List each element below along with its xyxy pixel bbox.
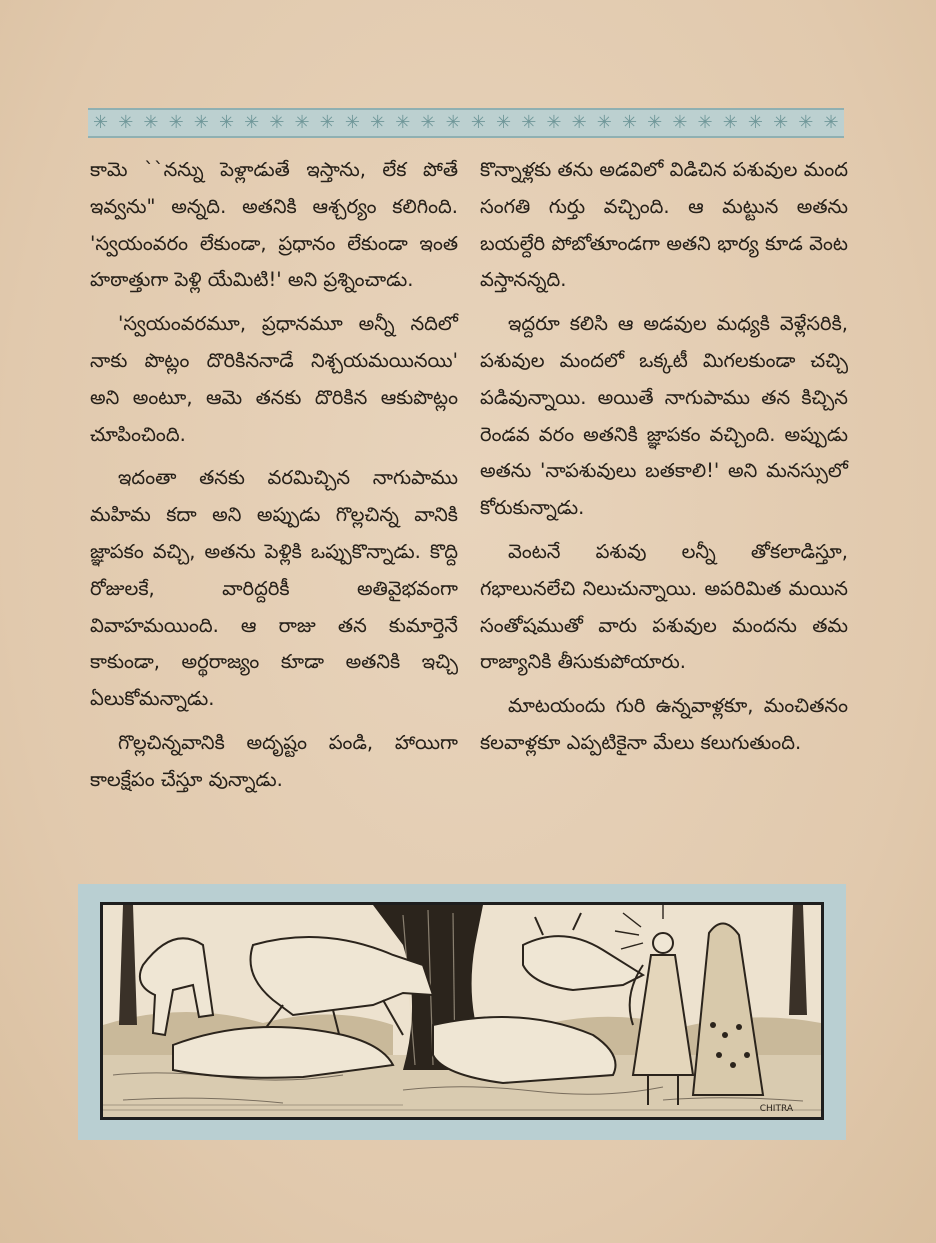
paragraph: 'స్వయంవరమూ, ప్రధానమూ అన్నీ నదిలో నాకు పొట్లం దొరికిననాడే నిశ్చయమయినయి' అని అంటూ, ఆమె తనకు దొరికిన ఆకుపొట్లం చూపించింది. <box>90 312 458 446</box>
paragraph: మాటయందు గురి ఉన్నవాళ్లకూ, మంచితనం కలవాళ్లకూ ఎప్పటికైనా మేలు కలుగుతుంది. <box>480 694 848 754</box>
right-text-column <box>480 152 848 762</box>
ornament-star-icon: ✳ <box>269 112 285 133</box>
ornament-star-icon: ✳ <box>647 112 663 133</box>
ornament-star-icon: ✳ <box>445 112 461 133</box>
ornament-star-icon: ✳ <box>143 112 159 133</box>
paragraph: కామె ``నన్ను పెళ్లాడుతే ఇస్తాను, లేక పోతే ఇవ్వను" అన్నది. అతనికి ఆశ్చర్యం కలిగింది. 'స్వయంవరం లేకుండా, ప్రధానం లేకుండా ఇంత హఠాత్తుగా పెళ్లి యేమిటి!' అని ప్రశ్నించాడు. <box>90 158 458 292</box>
ornament-star-icon: ✳ <box>470 112 486 133</box>
ornament-star-icon: ✳ <box>596 112 612 133</box>
ornament-star-icon: ✳ <box>521 112 537 133</box>
ornament-star-icon: ✳ <box>496 112 512 133</box>
ornament-star-icon: ✳ <box>722 112 738 133</box>
ornament-star-icon: ✳ <box>93 112 109 133</box>
ornament-star-icon: ✳ <box>370 112 386 133</box>
ornament-star-icon: ✳ <box>747 112 764 133</box>
ornament-star-icon: ✳ <box>294 112 310 133</box>
illustration-drawing <box>103 905 821 1117</box>
ornament-star-icon: ✳ <box>571 112 587 133</box>
ornament-star-icon: ✳ <box>798 112 814 133</box>
illustrator-signature: CHITRA <box>759 1104 793 1114</box>
ornament-star-icon: ✳ <box>193 112 209 133</box>
ornament-star-icon: ✳ <box>168 112 184 133</box>
paragraph: ఇదంతా తనకు వరమిచ్చిన నాగుపాము మహిమ కదా అని అప్పుడు గొల్లచిన్న వానికి జ్ఞాపకం వచ్చి, అతను పెళ్లికి ఒప్పుకొన్నాడు. కొద్ది రోజులకే, వారిద్దరికీ అతివైభవంగా వివాహమయింది. ఆ రాజు తన కుమార్తెనే కాకుండా, అర్థరాజ్యం కూడా అతనికి ఇచ్చి ఏలుకోమన్నాడు. <box>90 466 458 711</box>
ornament-star-icon: ✳ <box>218 112 235 133</box>
ornament-star-icon: ✳ <box>344 112 361 133</box>
decorative-header-border <box>88 108 844 138</box>
ornament-star-icon: ✳ <box>672 112 688 133</box>
illustration-frame <box>78 884 846 1140</box>
ornament-star-icon: ✳ <box>319 112 335 133</box>
ornament-star-icon: ✳ <box>420 112 436 133</box>
ornament-star-icon: ✳ <box>244 112 260 133</box>
ornament-star-icon: ✳ <box>546 112 562 133</box>
paragraph: కొన్నాళ్లకు తను అడవిలో విడిచిన పశువుల మంద సంగతి గుర్తు వచ్చింది. ఆ మట్టున అతను బయల్దేరి పోబోతూండగా అతని భార్య కూడ వెంట వస్తానన్నది. <box>480 158 848 292</box>
ornament-star-icon: ✳ <box>823 112 839 133</box>
ornament-star-icon: ✳ <box>621 112 638 133</box>
paragraph: గొల్లచిన్నవానికి అదృష్టం పండి, హాయిగా కాలక్షేపం చేస్తూ వున్నాడు. <box>90 730 458 791</box>
paragraph: వెంటనే పశువు లన్నీ తోకలాడిస్తూ, గభాలునలేచి నిలుచున్నాయి. అపరిమిత మయిన సంతోషముతో వారు పశువుల మందను తమ రాజ్యానికి తీసుకుపోయారు. <box>480 539 848 674</box>
ornament-star-icon: ✳ <box>395 112 411 133</box>
ornament-star-icon: ✳ <box>697 112 713 133</box>
ornament-star-icon: ✳ <box>118 112 134 133</box>
paragraph: ఇద్దరూ కలిసి ఆ అడవుల మధ్యకి వెళ్లేసరికి, పశువుల మందలో ఒక్కటీ మిగలకుండా చచ్చి పడివున్నాయి. అయితే నాగుపాము తన కిచ్చిన రెండవ వరం అతనికి జ్ఞాపకం వచ్చింది. అప్పుడు అతను 'నాపశువులు బతకాలి!' అని మనస్సులో కోరుకున్నాడు. <box>480 312 848 520</box>
illustration <box>100 902 824 1120</box>
ornament-star-icon: ✳ <box>773 112 789 133</box>
left-text-column <box>90 152 458 799</box>
